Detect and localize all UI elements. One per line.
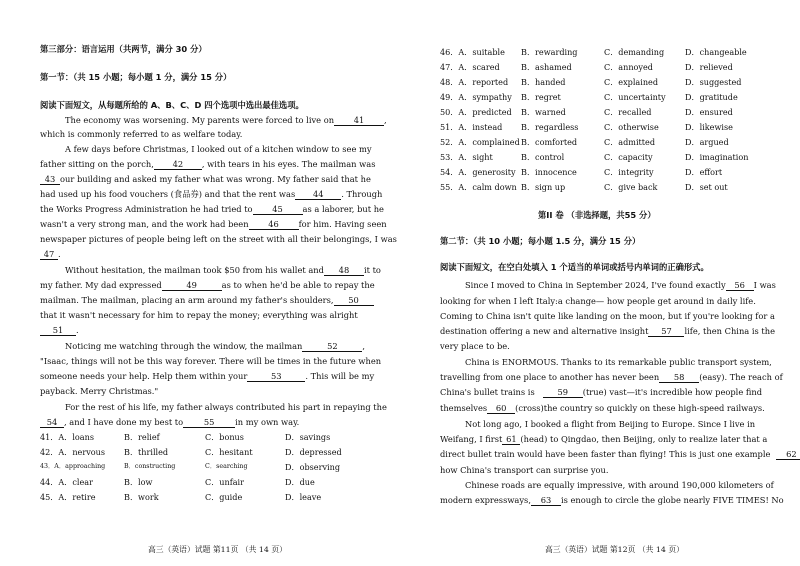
blank-43[interactable]: 43 <box>40 174 60 185</box>
passage-line: Weifang, I first 61 (head) to Qingdao, then Beijing, only to realize later that a <box>440 434 768 444</box>
blank-44[interactable]: 44 <box>295 189 341 200</box>
option-46-c[interactable]: C．demanding <box>604 47 665 57</box>
passage-line: 43 our building and asked my father what was wrong. My father said that he <box>40 173 371 185</box>
blank-48[interactable]: 48 <box>324 265 364 276</box>
option-44-a[interactable]: 44．A．clear <box>40 477 93 487</box>
option-41-a[interactable]: 41．A．loans <box>40 432 94 442</box>
passage-line: 51 . <box>40 324 79 336</box>
option-55-b[interactable]: B．sign up <box>521 182 566 192</box>
option-43-d[interactable]: D．observing <box>285 462 341 472</box>
blank-45[interactable]: 45 <box>253 204 303 215</box>
option-42-b[interactable]: B．thrilled <box>124 447 169 457</box>
passage-line: travelling from one place to another has never been 58 (easy). The reach of <box>440 372 783 382</box>
passage-line: the Works Progress Administration he had tried to 45 as a laborer, but he <box>40 204 384 214</box>
passage-line: The economy was worsening. My parents were forced to live on 41 , <box>65 115 387 125</box>
option-48-a[interactable]: 48．A．reported <box>440 77 509 87</box>
option-47-b[interactable]: B．ashamed <box>521 62 572 72</box>
passage-line: A few days before Christmas, I looked out of a kitchen window to see my <box>65 144 372 154</box>
option-43-c[interactable]: C．searching <box>205 463 248 470</box>
passage-line: "Isaac, things will not be this way forever. There will be times in the future when <box>40 356 382 366</box>
blank-49[interactable]: 49 <box>162 280 222 291</box>
option-45-c[interactable]: C．guide <box>205 492 243 502</box>
passage-line: which is commonly referred to as welfare today. <box>40 129 243 139</box>
option-45-b[interactable]: B．work <box>124 492 159 502</box>
blank-57[interactable]: 57 <box>648 326 684 337</box>
option-44-b[interactable]: B．low <box>124 477 153 487</box>
section2-instruction: 阅读下面短文，在空白处填入 1 个适当的单词或括号内单词的正确形式。 <box>440 262 709 272</box>
right-page <box>400 0 800 566</box>
passage-line: how China's transport can surprise you. <box>440 465 609 475</box>
option-48-c[interactable]: C．explained <box>604 77 659 87</box>
blank-47[interactable]: 47 <box>40 249 58 260</box>
option-52-a[interactable]: 52．A．complained <box>440 137 520 147</box>
section1-title: 第一节：（共 15 小题；每小题 1 分，满分 15 分） <box>40 72 232 82</box>
passage-line: destination offering a new and alternative insight 57 life, then China is the <box>440 326 776 336</box>
blank-42[interactable]: 42 <box>154 159 202 170</box>
passage-line: newspaper pictures of people being left on the street with all their belongings, I was <box>40 234 397 244</box>
option-53-d[interactable]: D．imagination <box>685 152 749 162</box>
option-42-a[interactable]: 42．A．nervous <box>40 447 106 457</box>
page-footer: 高三（英语）试题 第11页 （共 14 页） <box>148 545 287 554</box>
volume2-title: 第II 卷 （非选择题，共55 分） <box>538 210 656 220</box>
part-title: 第三部分：语言运用（共两节，满分 30 分） <box>40 44 207 54</box>
blank-60[interactable]: 60 <box>487 403 515 414</box>
blank-50[interactable]: 50 <box>334 295 374 306</box>
blank-41[interactable]: 41 <box>334 115 384 126</box>
option-42-d[interactable]: D．depressed <box>285 447 342 457</box>
option-41-d[interactable]: D．savings <box>285 432 331 442</box>
passage-line: Coming to China isn't quite like landing on the moon, but if you're looking for a <box>440 311 775 321</box>
option-54-c[interactable]: C．integrity <box>604 167 654 177</box>
option-50-a[interactable]: 50．A．predicted <box>440 107 512 117</box>
option-49-c[interactable]: C．uncertainty <box>604 92 666 102</box>
option-48-d[interactable]: D．suggested <box>685 77 742 87</box>
blank-53[interactable]: 53 <box>247 371 305 382</box>
option-46-d[interactable]: D．changeable <box>685 47 747 57</box>
passage-line: very place to be. <box>440 341 510 351</box>
option-49-d[interactable]: D．gratitude <box>685 92 738 102</box>
blank-52[interactable]: 52 <box>302 341 362 352</box>
passage-line: had used up his food vouchers (食品券) and that the rent was 44 . Through <box>40 189 383 199</box>
option-53-c[interactable]: C．capacity <box>604 152 653 162</box>
passage-line: China is ENORMOUS. Thanks to its remarkable public transport system, <box>465 357 772 367</box>
option-53-a[interactable]: 53．A．sight <box>440 152 493 162</box>
passage-line: Not long ago, I booked a flight from Beijing to Europe. Since I live in <box>465 419 756 429</box>
passage-line: Chinese roads are equally impressive, with around 190,000 kilometers of <box>465 480 774 490</box>
blank-58[interactable]: 58 <box>659 372 699 383</box>
passage-line: looking for when I left Italy:a change— how people get around in daily life. <box>440 296 756 306</box>
passage-line: Without hesitation, the mailman took $50 from his wallet and 48 it to <box>65 265 381 275</box>
blank-61[interactable]: 61 <box>502 434 520 445</box>
option-54-d[interactable]: D．effort <box>685 167 723 177</box>
passage-line: payback. Merry Christmas." <box>40 386 159 396</box>
passage-line: that it wasn't necessary for him to repay the money; everything was alright <box>40 310 358 320</box>
option-51-c[interactable]: C．otherwise <box>604 122 659 132</box>
passage-line: 54 , and I have done my best to 55 in my own way. <box>40 416 299 428</box>
option-50-d[interactable]: D．ensured <box>685 107 733 117</box>
option-49-a[interactable]: 49．A．sympathy <box>440 92 512 102</box>
option-41-c[interactable]: C．bonus <box>205 432 244 442</box>
option-50-c[interactable]: C．recalled <box>604 107 652 117</box>
blank-63[interactable]: 63 <box>531 495 561 506</box>
passage-line: 47 . <box>40 248 61 260</box>
passage-line: my father. My dad expressed 49 as to when he'd be able to repay the <box>40 280 375 290</box>
option-54-b[interactable]: B．innocence <box>521 167 577 177</box>
passage-line: someone needs your help. Help them within your 53 . This will be my <box>40 371 375 381</box>
passage-line: father sitting on the porch, 42 , with tears in his eyes. The mailman was <box>40 159 376 169</box>
passage-line: modern expressways, 63 is enough to circle the globe nearly FIVE TIMES! No <box>440 495 784 505</box>
passage-line: wasn't a very strong man, and the work had been 46 for him. Having seen <box>40 219 387 229</box>
blank-54[interactable]: 54 <box>40 417 64 428</box>
option-47-d[interactable]: D．relieved <box>685 62 733 72</box>
option-48-b[interactable]: B．handed <box>521 77 566 87</box>
option-55-a[interactable]: 55．A．calm down <box>440 182 517 192</box>
blank-51[interactable]: 51 <box>40 325 76 336</box>
option-52-d[interactable]: D．argued <box>685 137 729 147</box>
passage-line: Since I moved to China in September 2024, I've found exactly 56 I was <box>465 280 776 290</box>
section1-instruction: 阅读下面短文，从每题所给的 A、B、C、D 四个选项中选出最佳选项。 <box>40 100 304 110</box>
blank-55[interactable]: 55 <box>183 417 235 428</box>
option-43-a[interactable]: 43．A．approaching <box>40 463 106 470</box>
option-49-b[interactable]: B．regret <box>521 92 561 102</box>
option-45-d[interactable]: D．leave <box>285 492 322 502</box>
blank-62[interactable]: 62 <box>776 449 800 460</box>
option-46-a[interactable]: 46．A．suitable <box>440 47 505 57</box>
option-41-b[interactable]: B．relief <box>124 432 160 442</box>
option-42-c[interactable]: C．hesitant <box>205 447 253 457</box>
option-46-b[interactable]: B．rewarding <box>521 47 578 57</box>
section2-title: 第二节：（共 10 小题；每小题 1.5 分，满分 15 分） <box>440 236 641 246</box>
option-44-d[interactable]: D．due <box>285 477 315 487</box>
passage-line: mailman. The mailman, placing an arm around my father's shoulders, 50 <box>40 294 374 306</box>
option-55-d[interactable]: D．set out <box>685 182 728 192</box>
option-44-c[interactable]: C．unfair <box>205 477 244 487</box>
option-51-a[interactable]: 51．A．instead <box>440 122 503 132</box>
option-51-d[interactable]: D．likewise <box>685 122 733 132</box>
option-52-c[interactable]: C．admitted <box>604 137 656 147</box>
option-45-a[interactable]: 45．A．retire <box>40 492 96 502</box>
option-54-a[interactable]: 54．A．generosity <box>440 167 516 177</box>
option-47-a[interactable]: 47．A．scared <box>440 62 500 72</box>
passage-line: themselves 60 (cross)the country so quickly on these high-speed railways. <box>440 403 765 413</box>
passage-line: Noticing me watching through the window, the mailman 52 , <box>65 341 366 351</box>
passage-line: China's bullet trains is 59 (true) vast—it's incredible how people find <box>440 387 763 397</box>
blank-59[interactable]: 59 <box>543 387 583 398</box>
page-footer: 高三（英语）试题 第12页 （共 14 页） <box>545 545 684 554</box>
option-50-b[interactable]: B．warned <box>521 107 566 117</box>
blank-46[interactable]: 46 <box>249 219 299 230</box>
blank-56[interactable]: 56 <box>726 280 754 291</box>
option-53-b[interactable]: B．control <box>521 152 565 162</box>
option-43-b[interactable]: B．constructing <box>124 463 176 470</box>
passage-line: For the rest of his life, my father always contributed his part in repaying the <box>65 402 387 412</box>
option-52-b[interactable]: B．comforted <box>521 137 578 147</box>
passage-line: direct bullet train would have been faster than flying! This is just one example 62 <box>440 448 800 460</box>
option-51-b[interactable]: B．regardless <box>521 122 579 132</box>
option-47-c[interactable]: C．annoyed <box>604 62 653 72</box>
option-55-c[interactable]: C．give back <box>604 182 658 192</box>
